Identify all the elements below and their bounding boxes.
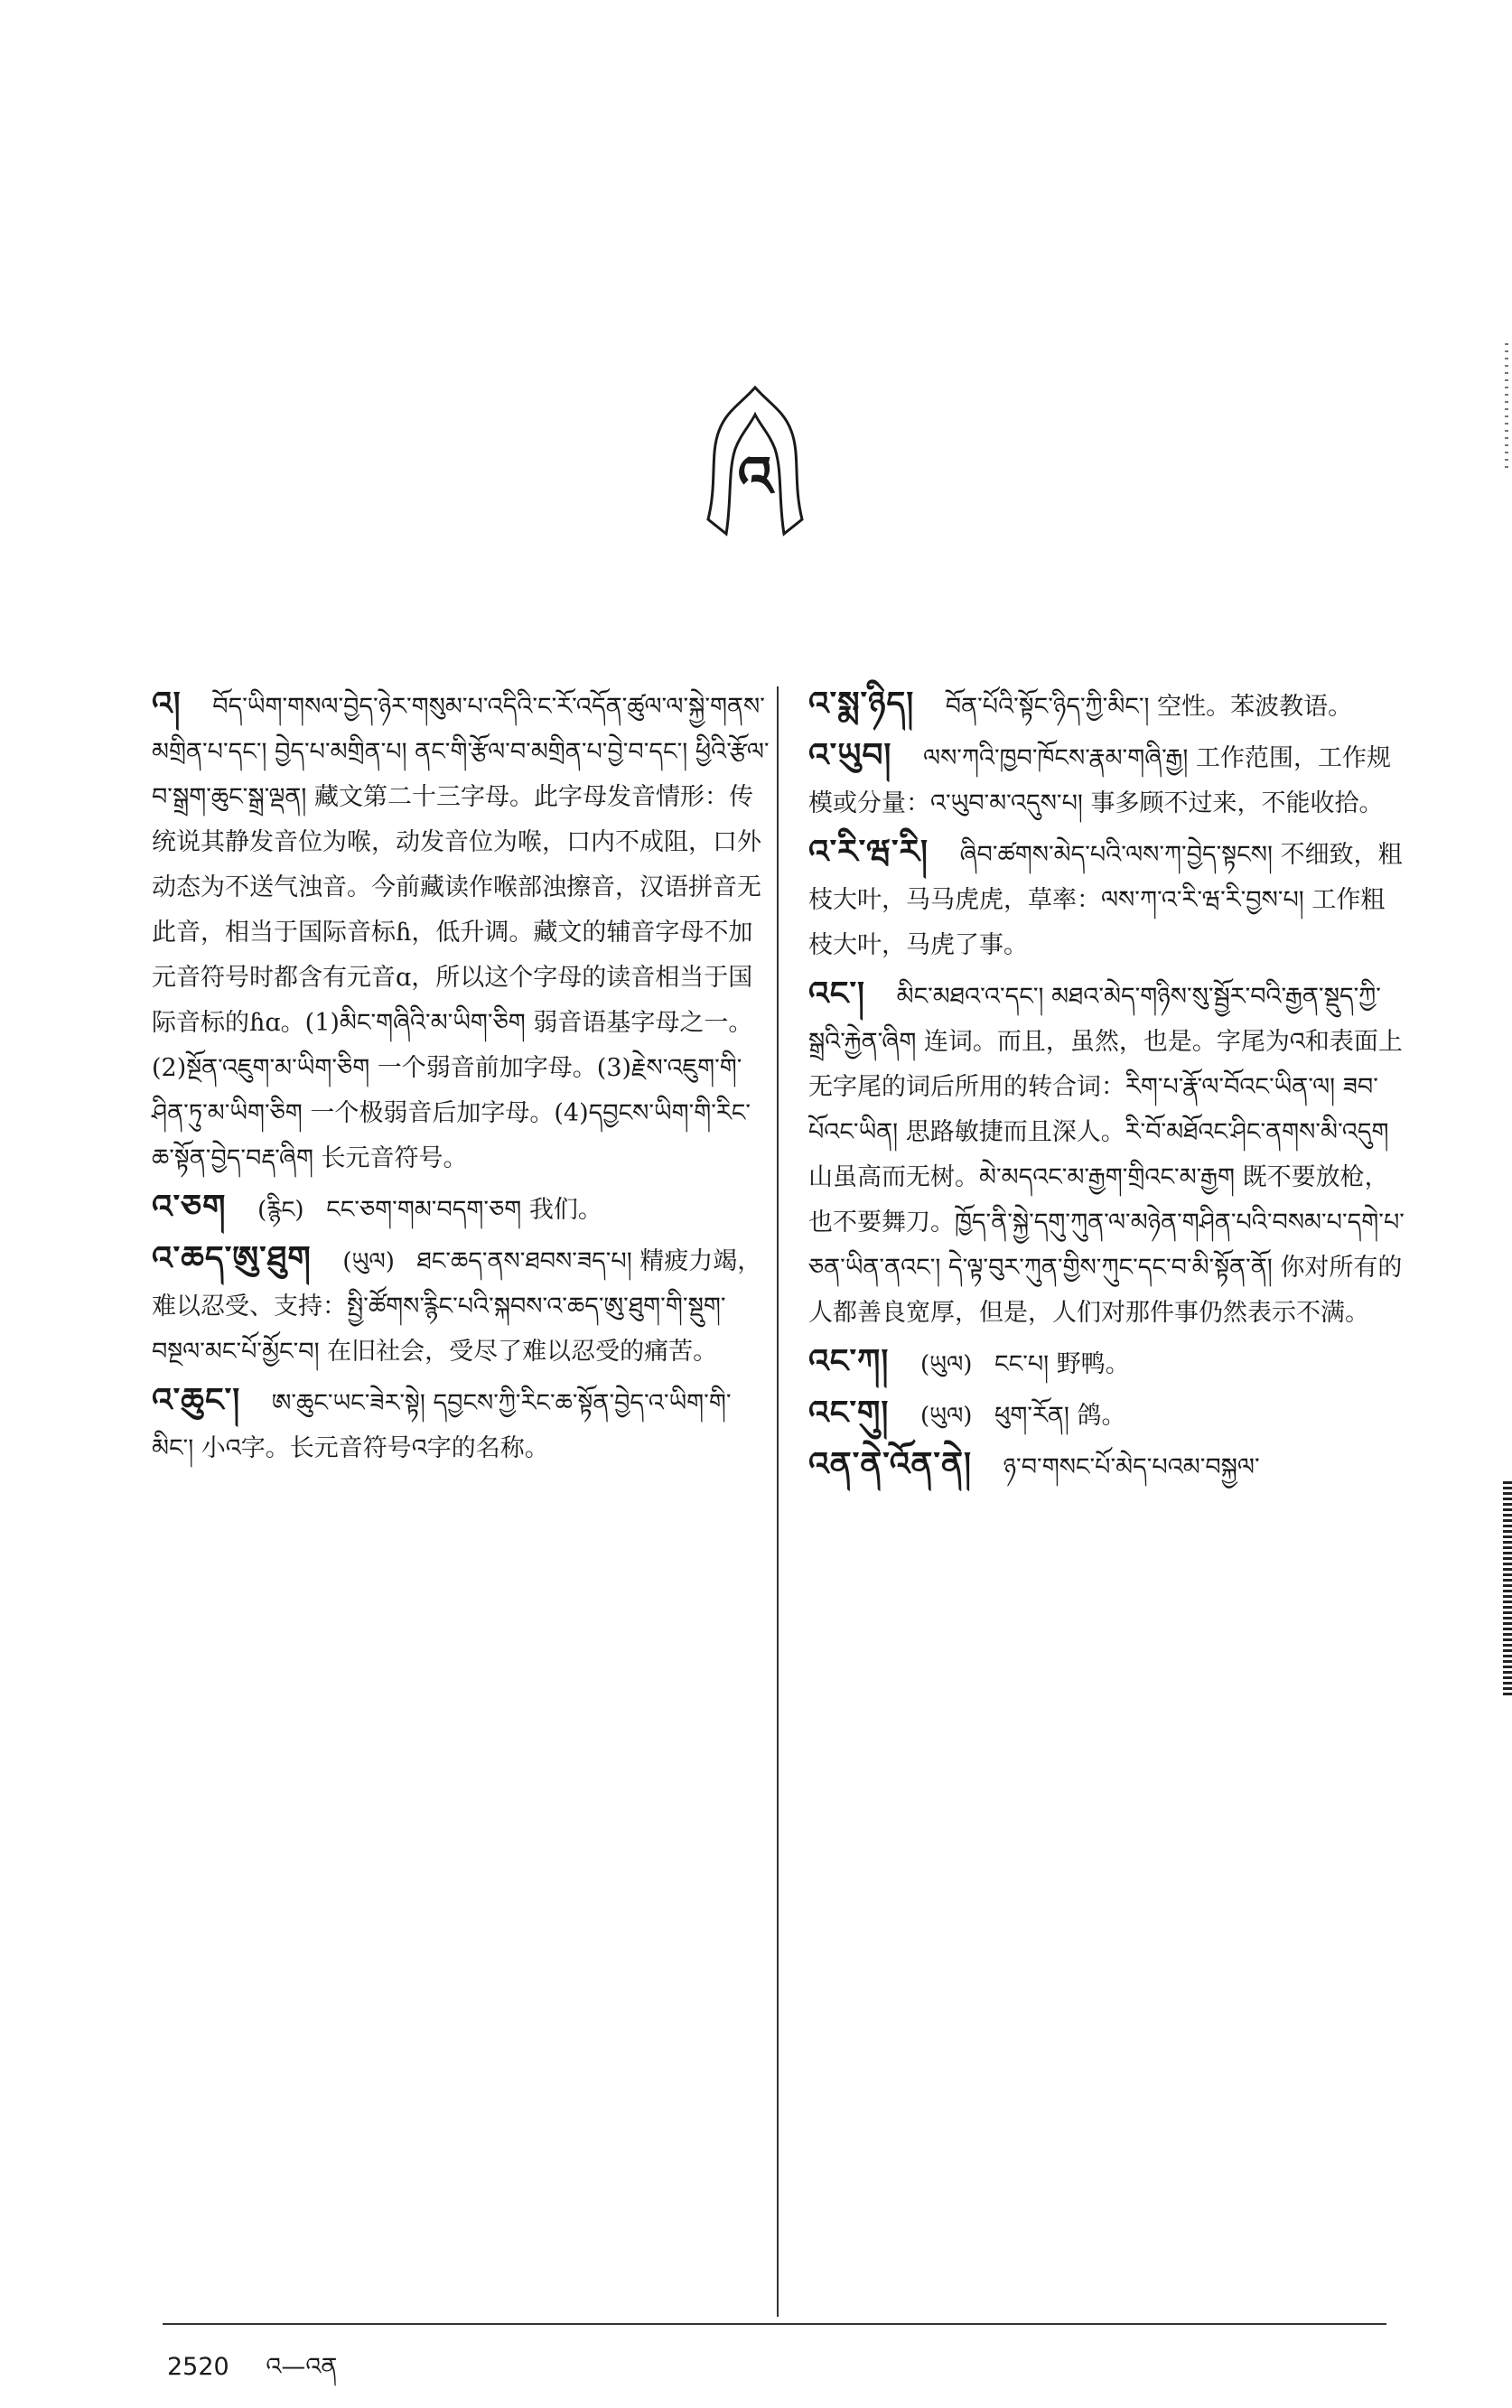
column-divider	[777, 686, 779, 2317]
page-footer	[167, 2339, 366, 2408]
dictionary-entry	[808, 972, 1405, 1336]
headword: འང་ཀ།	[808, 1343, 890, 1380]
scan-edge-marks	[1505, 343, 1508, 470]
dictionary-entry	[152, 1185, 770, 1233]
footer-rule	[163, 2323, 1386, 2325]
definition: བོན་པོའི་སྟོང་ཉིད་ཀྱི་མིང་། 空性。苯波教语。	[945, 693, 1353, 721]
dictionary-entry	[808, 733, 1405, 826]
headword: འ་ཅག	[152, 1189, 227, 1226]
definition: མིང་མཐའ་འ་དང་། མཐའ་མེད་གཉིས་སུ་སྦྱོར་བའི་རྒྱན་སྡུད་ཀྱི་སྒྲའི་རྐྱེན་ཞིག 连词。而且，虽然，也是。字尾为འ和表面上无字尾的词后所用的转合词：རིག་པ་རྣོ་ལ་བོའང་ཡིན་ལ། ཟབ་པོའང་ཡིན། 思路敏捷而且深人。རི་བོ་མཐོའང་ཤིང་ནགས་མི་འདུག 山虽高而无树。མེ་མདའང་མ་རྒྱག་གྲིའང་མ་རྒྱག 既不要放枪，也不要舞刀。ཁྱོད་ནི་སྐྱེ་དགུ་ཀུན་ལ་མཉེན་གཤིན་པའི་བསམ་པ་དགེ་པ་ཅན་ཡིན་ནའང་། དེ་ལྟ་བུར་ཀུན་གྱིས་ཀུང་དང་བ་མི་སྟོན་ནོ། 你对所有的人都善良宽厚，但是，人们对那件事仍然表示不满。	[808, 983, 1405, 1327]
headword: འ་ཆད་ཨུ་ཐུག	[152, 1240, 312, 1277]
headword: འ་སྨ་ཉིད།	[808, 686, 915, 723]
left-column	[152, 682, 770, 1475]
dictionary-entry	[152, 1237, 770, 1375]
headword: འ་རི་ཝ་རི།	[808, 834, 929, 871]
definition: ཉ་བ་གསང་པོ་མེད་པའམ་བསྐྱལ་	[1003, 1453, 1260, 1481]
grammar-label: (ཡུལ)	[342, 1248, 395, 1275]
entry-range: འ—འན	[266, 2353, 338, 2381]
dictionary-entry	[808, 1339, 1405, 1387]
definition: ཞིབ་ཚགས་མེད་པའི་ལས་ཀ་བྱེད་སྟངས། 不细致，粗枝大叶，马马虎虎，草率：ལས་ཀ་འ་རི་ཝ་རི་བྱས་པ། 工作粗枝大叶，马虎了事。	[808, 841, 1403, 959]
definition: ཨ་ཆུང་ཡང་ཟེར་སྟེ། དབྱངས་ཀྱི་རིང་ཆ་སྟོན་བྱེད་འ་ཡིག་གི་མིང་། 小འ字。长元音符号འ字的名称。	[152, 1389, 732, 1462]
page-number: 2520	[167, 2353, 229, 2381]
definition: ངང་པ། 野鸭。	[994, 1350, 1130, 1378]
definition: བོད་ཡིག་གསལ་བྱེད་ཉེར་གསུམ་པ་འདིའི་ང་རོ་འདོན་ཚུལ་ལ་སྐྱེ་གནས་མགྲིན་པ་དང་། བྱེད་པ་མགྲིན་པ། ནང་གི་རྩོལ་བ་མགྲིན་པ་བྱེ་བ་དང་། ཕྱིའི་རྩོལ་བ་སྒྲག་ཆུང་སྒྲ་ལྡན། 藏文第二十三字母。此字母发音情形：传统说其静发音位为喉，动发音位为喉，口内不成阻，口外动态为不送气浊音。今前藏读作喉部浊擦音，汉语拼音无此音，相当于国际音标ɦ，低升调。藏文的辅音字母不加元音符号时都含有元音ɑ，所以这个字母的读音相当于国际音标的ɦɑ。(1)མིང་གཞིའི་མ་ཡིག་ཅིག 弱音语基字母之一。(2)སྔོན་འཇུག་མ་ཡིག་ཅིག 一个弱音前加字母。(3)རྗེས་འཇུག་གི་ཤིན་ཏུ་མ་ཡིག་ཅིག 一个极弱音后加字母。(4)དབྱངས་ཡིག་གི་རིང་ཆ་སྟོན་བྱེད་བརྡ་ཞིག 长元音符号。	[152, 693, 770, 1172]
scan-edge-marks	[1503, 1481, 1512, 1698]
dictionary-entry	[808, 830, 1405, 968]
emblem-letter: འ	[737, 443, 773, 509]
dictionary-entry	[152, 1378, 770, 1471]
dictionary-entry	[152, 682, 770, 1181]
headword: འན་ནེ་འོན་ནེ།	[808, 1446, 973, 1483]
headword: འང་གུ།	[808, 1395, 890, 1432]
definition: ཕུག་རོན། 鸽。	[994, 1402, 1126, 1430]
dictionary-entry	[808, 1442, 1405, 1490]
headword: འ་ཆུང་།	[152, 1382, 241, 1419]
headword: འང་།	[808, 975, 866, 1013]
letter-emblem	[705, 384, 806, 537]
definition: ངང་ཅག་གམ་བདག་ཅག 我们。	[326, 1196, 602, 1224]
right-column	[808, 682, 1405, 1494]
definition: ལས་ཀའི་ཁྱབ་ཁོངས་རྣམ་གཞི་རྒྱ། 工作范围，工作规模或分量：འ་ཡུབ་མ་འདུས་པ། 事多顾不过来，不能收拾。	[808, 744, 1392, 817]
headword: འ་ཡུབ།	[808, 737, 892, 774]
dictionary-entry	[808, 1391, 1405, 1439]
grammar-label: (ཡུལ)	[919, 1403, 973, 1430]
headword: འ།	[152, 686, 182, 723]
dictionary-entry	[808, 682, 1405, 730]
definition: ཐང་ཆད་ནས་ཐབས་ཟད་པ། 精疲力竭，难以忍受、支持：སྤྱི་ཚོགས་རྙིང་པའི་སྐབས་འ་ཆད་ཨུ་ཐུག་གི་སྡུག་བསྔལ་མང་པོ་མྱོང་བ། 在旧社会，受尽了难以忍受的痛苦。	[152, 1247, 762, 1366]
grammar-label: (རྙིང)	[257, 1197, 304, 1224]
grammar-label: (ཡུལ)	[919, 1351, 973, 1378]
